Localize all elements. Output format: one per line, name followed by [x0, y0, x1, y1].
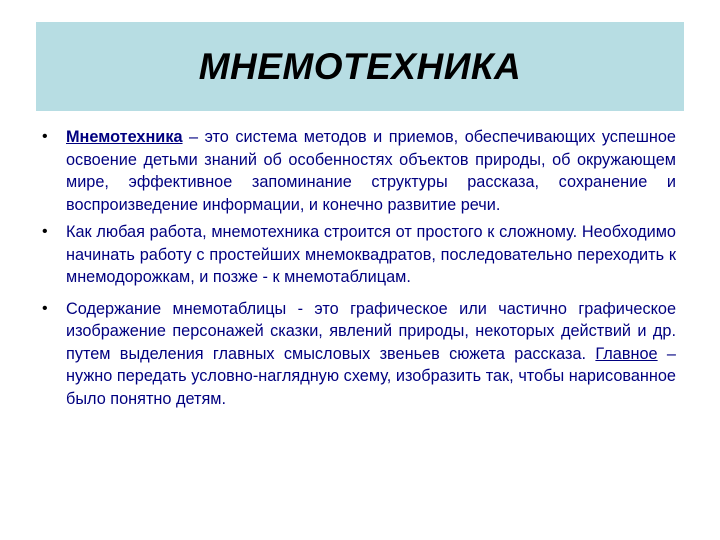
- bullet-icon: •: [42, 223, 48, 240]
- title-banner: [36, 22, 684, 111]
- bullet-icon: •: [42, 128, 48, 145]
- bullet-text: Как любая работа, мнемотехника строится от простого к сложному. Необходимо начинать работу с простейших мнемоквадратов, последовательно переходить к мнемодорожкам, и позже - к мнемотаблицам.: [66, 223, 676, 286]
- bullet-text: Содержание мнемотаблицы - это графическое или частично графическое изображение персонажей сказки, явлений природы, некоторых действий и др. путем выделения главных смысловых звеньев сюжета рассказа.: [66, 299, 676, 363]
- bullet-list: [42, 126, 676, 410]
- emphasis-glavnoe: Главное: [595, 344, 658, 363]
- bullet-item-mnemotable: [42, 298, 676, 411]
- bullet-text: – это система методов и приемов, обеспечивающих успешное освоение детьми знаний об особенностях объектов природы, об окружающем мире, эффективное запоминание структуры рассказа, сохранение и воспроизведение информации, и конечно развитие речи.: [66, 128, 676, 214]
- bullet-item-definition: [42, 126, 676, 216]
- bullet-text-tail: – нужно передать условно-наглядную схему, изобразить так, чтобы нарисованное было понятно детям.: [66, 344, 676, 408]
- bullet-icon: •: [42, 299, 48, 317]
- slide-title: МНЕМОТЕХНИКА: [198, 45, 522, 87]
- bullet-item-progression: [42, 221, 676, 289]
- term-mnemotechnika: Мнемотехника: [66, 128, 183, 146]
